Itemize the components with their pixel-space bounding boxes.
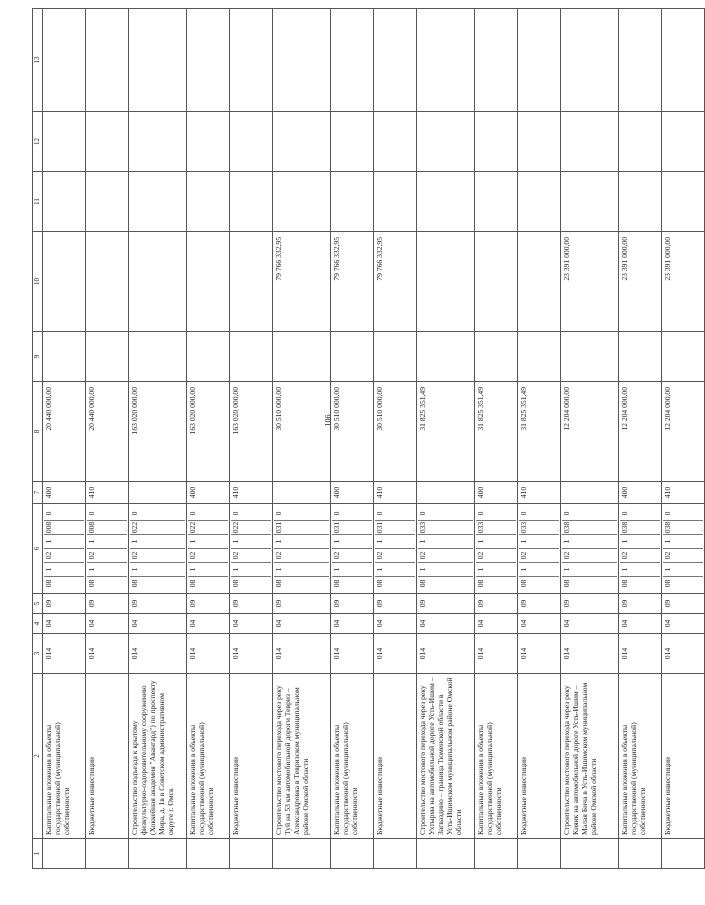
article-code-part: 08 [519, 576, 559, 590]
article-code-part: 1 [476, 562, 516, 576]
cell-target-article [374, 504, 417, 594]
cell-amount-col10 [129, 232, 187, 332]
article-code-part: 02 [476, 548, 516, 562]
article-code-part: 08 [87, 576, 127, 590]
cell-expense-type: 410 [230, 482, 273, 504]
cell-section: 04 [619, 614, 662, 634]
cell-name: Бюджетные инвестиции [374, 674, 417, 839]
cell-subsection: 09 [619, 594, 662, 614]
cell-expense-type: 400 [475, 482, 518, 504]
cell-col13 [619, 9, 662, 112]
cell-col13 [129, 9, 187, 112]
column-header: 6 [33, 504, 43, 594]
cell-col1 [187, 839, 230, 869]
cell-subsection: 09 [187, 594, 230, 614]
cell-col9 [662, 332, 705, 382]
article-code-part: 1 [87, 562, 127, 576]
table-row [662, 9, 705, 869]
cell-target-article [129, 504, 187, 594]
article-code-part: 08 [476, 576, 516, 590]
cell-amount-col8: 31 825 351,49 [518, 382, 561, 482]
cell-expense-type: 400 [331, 482, 374, 504]
cell-name: Капитальные вложения в объекты государственной (муниципальной) собственности [331, 674, 374, 839]
cell-target-article [273, 504, 331, 594]
cell-expense-type: 400 [187, 482, 230, 504]
cell-col11 [187, 172, 230, 232]
cell-col9 [417, 332, 475, 382]
article-code-part: 1 [375, 534, 415, 548]
cell-name: Бюджетные инвестиции [662, 674, 705, 839]
cell-ministry: 014 [129, 634, 187, 674]
cell-section: 04 [518, 614, 561, 634]
cell-amount-col10: 79 766 332,95 [273, 232, 331, 332]
column-header: 9 [33, 332, 43, 382]
cell-ministry: 014 [187, 634, 230, 674]
cell-col11 [662, 172, 705, 232]
cell-amount-col8: 20 440 000,00 [86, 382, 129, 482]
cell-amount-col8: 31 825 351,49 [475, 382, 518, 482]
cell-col12 [518, 112, 561, 172]
cell-subsection: 09 [518, 594, 561, 614]
cell-col9 [331, 332, 374, 382]
article-code-part: 1 [231, 534, 271, 548]
article-code-part: 1 [476, 534, 516, 548]
article-code-part: 0 [562, 511, 571, 516]
cell-amount-col8: 31 825 351,49 [417, 382, 475, 482]
cell-col13 [230, 9, 273, 112]
cell-col9 [619, 332, 662, 382]
article-code-part: 08 [375, 576, 415, 590]
column-header: 10 [33, 232, 43, 332]
column-header: 13 [33, 9, 43, 112]
article-code-part: 08 [274, 576, 329, 590]
cell-col9 [374, 332, 417, 382]
cell-amount-col8: 30 510 000,00 [273, 382, 331, 482]
cell-amount-col10 [43, 232, 86, 332]
article-code-part: 08 [562, 576, 617, 590]
cell-name: Строительство мостового перехода через реку Кияик на автомобильной дороге Усть-Ишим – Малая Бича в Усть-Ишимском муниципальном районе Омской области [561, 674, 619, 839]
cell-target-article [331, 504, 374, 594]
article-code-part: 008 [87, 520, 127, 534]
cell-amount-col8: 163 020 000,00 [187, 382, 230, 482]
cell-col1 [129, 839, 187, 869]
cell-section: 04 [475, 614, 518, 634]
article-code-part: 038 [663, 520, 703, 534]
cell-name: Бюджетные инвестиции [230, 674, 273, 839]
article-code-part: 1 [375, 562, 415, 576]
article-code-part: 1 [663, 534, 703, 548]
cell-amount-col10 [475, 232, 518, 332]
article-code-part: 1 [332, 562, 372, 576]
article-code-part: 1 [418, 534, 473, 548]
budget-table [32, 8, 705, 869]
article-code-part: 0 [418, 511, 427, 516]
cell-amount-col10: 79 766 332,95 [331, 232, 374, 332]
column-header: 11 [33, 172, 43, 232]
article-code-part: 0 [44, 511, 53, 516]
article-code-part: 0 [87, 511, 96, 516]
column-header: 1 [33, 839, 43, 869]
cell-amount-col10: 79 766 332,95 [374, 232, 417, 332]
cell-section: 04 [417, 614, 475, 634]
cell-target-article [230, 504, 273, 594]
article-code-part: 02 [562, 548, 617, 562]
table-row [619, 9, 662, 869]
column-header: 5 [33, 594, 43, 614]
cell-expense-type: 400 [619, 482, 662, 504]
cell-col12 [475, 112, 518, 172]
cell-amount-col8: 12 204 000,00 [619, 382, 662, 482]
article-code-part: 02 [188, 548, 228, 562]
cell-target-article [561, 504, 619, 594]
cell-col1 [230, 839, 273, 869]
cell-col9 [230, 332, 273, 382]
cell-target-article [475, 504, 518, 594]
cell-amount-col10 [518, 232, 561, 332]
article-code-part: 1 [663, 562, 703, 576]
cell-col9 [187, 332, 230, 382]
cell-ministry: 014 [417, 634, 475, 674]
article-code-part: 038 [620, 520, 660, 534]
article-code-part: 08 [620, 576, 660, 590]
cell-ministry: 014 [475, 634, 518, 674]
article-code-part: 1 [188, 562, 228, 576]
cell-col12 [230, 112, 273, 172]
cell-expense-type: 410 [518, 482, 561, 504]
cell-subsection: 09 [561, 594, 619, 614]
cell-name: Бюджетные инвестиции [86, 674, 129, 839]
article-code-part: 0 [663, 511, 672, 516]
cell-col1 [475, 839, 518, 869]
article-code-part: 08 [418, 576, 473, 590]
article-code-part: 022 [130, 520, 185, 534]
cell-col13 [273, 9, 331, 112]
cell-name: Строительство мостового перехода через реку Ухтырма на автомобильной дороге Усть-Ишим – Загваздино – граница Тюменской области в Усть-Ишимском муниципальном районе Омской области [417, 674, 475, 839]
cell-col11 [417, 172, 475, 232]
cell-name: Строительство мостового перехода через реку Туй на 53 км автомобильной дороги Тевриз – Александровка в Тевризском муниципальном районе Омской области [273, 674, 331, 839]
cell-col13 [331, 9, 374, 112]
cell-expense-type: 400 [43, 482, 86, 504]
cell-target-article [187, 504, 230, 594]
cell-col9 [43, 332, 86, 382]
article-code-part: 0 [332, 511, 341, 516]
article-code-part: 033 [519, 520, 559, 534]
cell-col11 [86, 172, 129, 232]
cell-subsection: 09 [475, 594, 518, 614]
cell-subsection: 09 [230, 594, 273, 614]
cell-col11 [230, 172, 273, 232]
cell-col11 [518, 172, 561, 232]
article-code-part: 1 [332, 534, 372, 548]
cell-col13 [43, 9, 86, 112]
article-code-part: 033 [476, 520, 516, 534]
cell-col12 [417, 112, 475, 172]
cell-col1 [331, 839, 374, 869]
cell-ministry: 014 [374, 634, 417, 674]
cell-name: Строительство подъезда к крытому физкультурно-оздоровительному сооружению (Хоккейная академия "Авангард") по проспекту Мира, д. 1в в Советском административном округе г. Омск [129, 674, 187, 839]
article-code-part: 0 [620, 511, 629, 516]
cell-expense-type [129, 482, 187, 504]
column-header: 3 [33, 634, 43, 674]
cell-target-article [518, 504, 561, 594]
cell-col1 [619, 839, 662, 869]
article-code-part: 1 [44, 562, 84, 576]
article-code-part: 1 [519, 562, 559, 576]
cell-subsection: 09 [662, 594, 705, 614]
cell-expense-type [561, 482, 619, 504]
cell-expense-type [417, 482, 475, 504]
cell-expense-type: 410 [374, 482, 417, 504]
cell-subsection: 09 [331, 594, 374, 614]
cell-section: 04 [86, 614, 129, 634]
cell-col1 [374, 839, 417, 869]
cell-col1 [662, 839, 705, 869]
cell-section: 04 [374, 614, 417, 634]
cell-amount-col8: 30 510 000,00 [374, 382, 417, 482]
cell-col1 [273, 839, 331, 869]
cell-subsection: 09 [129, 594, 187, 614]
cell-amount-col8: 12 204 000,00 [561, 382, 619, 482]
article-code-part: 1 [231, 562, 271, 576]
article-code-part: 022 [188, 520, 228, 534]
cell-subsection: 09 [374, 594, 417, 614]
cell-name: Капитальные вложения в объекты государственной (муниципальной) собственности [619, 674, 662, 839]
cell-amount-col10 [417, 232, 475, 332]
cell-section: 04 [230, 614, 273, 634]
page-number: 106 [323, 414, 333, 427]
cell-amount-col8: 20 440 000,00 [43, 382, 86, 482]
cell-col11 [374, 172, 417, 232]
article-code-part: 08 [188, 576, 228, 590]
cell-col12 [129, 112, 187, 172]
article-code-part: 038 [562, 520, 617, 534]
cell-section: 04 [129, 614, 187, 634]
table-row [273, 9, 331, 869]
table-row [518, 9, 561, 869]
cell-name: Бюджетные инвестиции [518, 674, 561, 839]
article-code-part: 0 [476, 511, 485, 516]
cell-col13 [374, 9, 417, 112]
cell-col12 [619, 112, 662, 172]
cell-col1 [561, 839, 619, 869]
cell-amount-col10: 23 391 000,00 [561, 232, 619, 332]
cell-col1 [86, 839, 129, 869]
cell-col13 [662, 9, 705, 112]
article-code-part: 031 [332, 520, 372, 534]
column-header: 12 [33, 112, 43, 172]
cell-ministry: 014 [230, 634, 273, 674]
cell-ministry: 014 [331, 634, 374, 674]
table-row [374, 9, 417, 869]
article-code-part: 008 [44, 520, 84, 534]
article-code-part: 031 [274, 520, 329, 534]
cell-col12 [273, 112, 331, 172]
table-row [230, 9, 273, 869]
cell-section: 04 [561, 614, 619, 634]
article-code-part: 0 [188, 511, 197, 516]
column-header: 4 [33, 614, 43, 634]
cell-col12 [374, 112, 417, 172]
article-code-part: 1 [620, 562, 660, 576]
cell-col12 [187, 112, 230, 172]
table-row [561, 9, 619, 869]
cell-col12 [43, 112, 86, 172]
cell-section: 04 [273, 614, 331, 634]
table-row [475, 9, 518, 869]
article-code-part: 02 [274, 548, 329, 562]
cell-amount-col8: 30 510 000,00 [331, 382, 374, 482]
article-code-part: 02 [375, 548, 415, 562]
cell-amount-col8: 163 020 000,00 [230, 382, 273, 482]
cell-ministry: 014 [561, 634, 619, 674]
column-header: 8 [33, 382, 43, 482]
cell-target-article [662, 504, 705, 594]
cell-col13 [518, 9, 561, 112]
cell-col13 [561, 9, 619, 112]
article-code-part: 1 [130, 534, 185, 548]
cell-col12 [561, 112, 619, 172]
article-code-part: 02 [231, 548, 271, 562]
cell-col11 [619, 172, 662, 232]
cell-col13 [417, 9, 475, 112]
table-row [43, 9, 86, 869]
cell-col9 [273, 332, 331, 382]
cell-ministry: 014 [43, 634, 86, 674]
cell-col11 [331, 172, 374, 232]
cell-ministry: 014 [662, 634, 705, 674]
cell-col9 [518, 332, 561, 382]
article-code-part: 08 [130, 576, 185, 590]
cell-section: 04 [187, 614, 230, 634]
table-row [129, 9, 187, 869]
cell-name: Капитальные вложения в объекты государственной (муниципальной) собственности [43, 674, 86, 839]
cell-expense-type [273, 482, 331, 504]
column-header: 7 [33, 482, 43, 504]
article-code-part: 08 [231, 576, 271, 590]
table-row [417, 9, 475, 869]
cell-amount-col8: 163 020 000,00 [129, 382, 187, 482]
article-code-part: 02 [130, 548, 185, 562]
cell-col1 [417, 839, 475, 869]
table-row [86, 9, 129, 869]
article-code-part: 1 [418, 562, 473, 576]
table-row [187, 9, 230, 869]
article-code-part: 0 [375, 511, 384, 516]
cell-name: Капитальные вложения в объекты государственной (муниципальной) собственности [475, 674, 518, 839]
budget-table-container [32, 9, 672, 869]
cell-amount-col10: 23 391 000,00 [662, 232, 705, 332]
article-code-part: 02 [418, 548, 473, 562]
header-row [33, 9, 43, 869]
cell-amount-col8: 12 204 000,00 [662, 382, 705, 482]
cell-col13 [187, 9, 230, 112]
article-code-part: 08 [332, 576, 372, 590]
article-code-part: 022 [231, 520, 271, 534]
article-code-part: 1 [274, 534, 329, 548]
cell-subsection: 09 [43, 594, 86, 614]
article-code-part: 08 [44, 576, 84, 590]
cell-ministry: 014 [619, 634, 662, 674]
article-code-part: 02 [663, 548, 703, 562]
cell-section: 04 [662, 614, 705, 634]
cell-col11 [475, 172, 518, 232]
cell-col9 [86, 332, 129, 382]
cell-col12 [331, 112, 374, 172]
article-code-part: 02 [620, 548, 660, 562]
article-code-part: 02 [519, 548, 559, 562]
article-code-part: 02 [44, 548, 84, 562]
cell-ministry: 014 [273, 634, 331, 674]
cell-target-article [86, 504, 129, 594]
article-code-part: 0 [231, 511, 240, 516]
cell-amount-col10 [187, 232, 230, 332]
cell-name: Капитальные вложения в объекты государственной (муниципальной) собственности [187, 674, 230, 839]
article-code-part: 08 [663, 576, 703, 590]
article-code-part: 1 [274, 562, 329, 576]
cell-col1 [518, 839, 561, 869]
article-code-part: 1 [562, 534, 617, 548]
cell-col13 [86, 9, 129, 112]
cell-section: 04 [43, 614, 86, 634]
cell-col9 [561, 332, 619, 382]
table-row [331, 9, 374, 869]
cell-subsection: 09 [417, 594, 475, 614]
cell-target-article [43, 504, 86, 594]
cell-ministry: 014 [518, 634, 561, 674]
cell-col12 [86, 112, 129, 172]
cell-target-article [619, 504, 662, 594]
article-code-part: 1 [519, 534, 559, 548]
article-code-part: 0 [274, 511, 283, 516]
cell-amount-col10: 23 391 000,00 [619, 232, 662, 332]
cell-subsection: 09 [86, 594, 129, 614]
cell-col11 [129, 172, 187, 232]
article-code-part: 033 [418, 520, 473, 534]
article-code-part: 1 [188, 534, 228, 548]
cell-col11 [561, 172, 619, 232]
cell-col11 [43, 172, 86, 232]
column-header: 2 [33, 674, 43, 839]
cell-expense-type: 410 [86, 482, 129, 504]
article-code-part: 0 [519, 511, 528, 516]
cell-amount-col10 [230, 232, 273, 332]
cell-col1 [43, 839, 86, 869]
cell-col9 [475, 332, 518, 382]
article-code-part: 0 [130, 511, 139, 516]
cell-ministry: 014 [86, 634, 129, 674]
cell-col11 [273, 172, 331, 232]
article-code-part: 02 [87, 548, 127, 562]
cell-expense-type: 410 [662, 482, 705, 504]
cell-col9 [129, 332, 187, 382]
cell-target-article [417, 504, 475, 594]
cell-section: 04 [331, 614, 374, 634]
article-code-part: 1 [620, 534, 660, 548]
cell-amount-col10 [86, 232, 129, 332]
article-code-part: 02 [332, 548, 372, 562]
article-code-part: 1 [44, 534, 84, 548]
table-body [33, 9, 705, 869]
cell-subsection: 09 [273, 594, 331, 614]
cell-col13 [475, 9, 518, 112]
cell-col12 [662, 112, 705, 172]
article-code-part: 1 [562, 562, 617, 576]
article-code-part: 1 [87, 534, 127, 548]
article-code-part: 1 [130, 562, 185, 576]
article-code-part: 031 [375, 520, 415, 534]
